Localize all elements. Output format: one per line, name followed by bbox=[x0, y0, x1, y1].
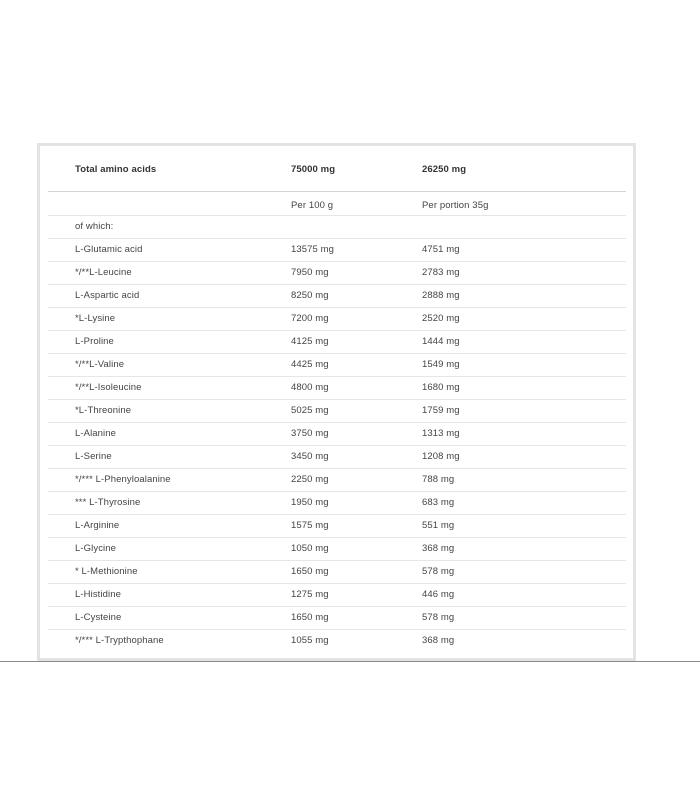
per-portion-value: 2783 mg bbox=[422, 267, 460, 278]
per-portion-value: 551 mg bbox=[422, 520, 455, 531]
per-portion-value: 2520 mg bbox=[422, 313, 460, 324]
of-which-row bbox=[48, 216, 626, 239]
per-portion-value: 368 mg bbox=[422, 635, 455, 646]
table-row bbox=[48, 331, 626, 354]
table-row bbox=[48, 492, 626, 515]
units-per-portion-cell: Per portion 35g bbox=[422, 200, 489, 211]
per-100g-value: 1950 mg bbox=[291, 497, 329, 508]
per-100g-value: 2250 mg bbox=[291, 474, 329, 485]
per-100g-value: 1575 mg bbox=[291, 520, 329, 531]
table-row bbox=[48, 308, 626, 331]
amino-acid-name: L-Arginine bbox=[75, 520, 120, 531]
per-portion-value: 1313 mg bbox=[422, 428, 460, 439]
per-100g-value: 4125 mg bbox=[291, 336, 329, 347]
table-row bbox=[48, 515, 626, 538]
table-row bbox=[48, 400, 626, 423]
per-portion-value: 578 mg bbox=[422, 612, 455, 623]
per-100g-value: 1275 mg bbox=[291, 589, 329, 600]
amino-acid-table-panel bbox=[37, 143, 636, 661]
amino-acid-name: */**L-Isoleucine bbox=[75, 382, 142, 393]
per-100g-value: 1050 mg bbox=[291, 543, 329, 554]
amino-acid-name: L-Alanine bbox=[75, 428, 117, 439]
per-portion-value: 788 mg bbox=[422, 474, 455, 485]
amino-acid-name: */**L-Leucine bbox=[75, 267, 132, 278]
per-portion-value: 1680 mg bbox=[422, 382, 460, 393]
per-100g-value: 1055 mg bbox=[291, 635, 329, 646]
per-portion-value: 683 mg bbox=[422, 497, 455, 508]
per-100g-value: 4425 mg bbox=[291, 359, 329, 370]
amino-acid-name: L-Cysteine bbox=[75, 612, 122, 623]
per-100g-value: 5025 mg bbox=[291, 405, 329, 416]
per-100g-value: 3450 mg bbox=[291, 451, 329, 462]
table-row bbox=[48, 630, 626, 652]
table-row bbox=[48, 469, 626, 492]
table-row bbox=[48, 239, 626, 262]
table-row bbox=[48, 446, 626, 469]
amino-acid-name: *L-Lysine bbox=[75, 313, 116, 324]
amino-acid-name: L-Aspartic acid bbox=[75, 290, 140, 301]
per-portion-value: 1549 mg bbox=[422, 359, 460, 370]
amino-acid-name: *L-Threonine bbox=[75, 405, 132, 416]
table-row bbox=[48, 354, 626, 377]
per-portion-value: 1208 mg bbox=[422, 451, 460, 462]
table-row bbox=[48, 561, 626, 584]
header-per-portion-cell: 26250 mg bbox=[422, 164, 467, 175]
per-portion-value: 446 mg bbox=[422, 589, 455, 600]
amino-acid-name: L-Glycine bbox=[75, 543, 117, 554]
per-portion-value: 578 mg bbox=[422, 566, 455, 577]
per-100g-value: 1650 mg bbox=[291, 566, 329, 577]
table-row bbox=[48, 423, 626, 446]
amino-acid-name: *** L-Thyrosine bbox=[75, 497, 141, 508]
of-which-label: of which: bbox=[75, 221, 114, 232]
page-divider bbox=[0, 661, 700, 662]
table-header-row bbox=[48, 154, 626, 192]
header-name-cell: Total amino acids bbox=[75, 164, 157, 175]
table-row bbox=[48, 262, 626, 285]
per-portion-value: 368 mg bbox=[422, 543, 455, 554]
per-portion-value: 1444 mg bbox=[422, 336, 460, 347]
per-100g-value: 13575 mg bbox=[291, 244, 335, 255]
table-row bbox=[48, 584, 626, 607]
table-row bbox=[48, 538, 626, 561]
amino-acid-name: */*** L-Trypthophane bbox=[75, 635, 164, 646]
amino-acid-name: L-Proline bbox=[75, 336, 114, 347]
units-per100-cell: Per 100 g bbox=[291, 200, 334, 211]
per-portion-value: 2888 mg bbox=[422, 290, 460, 301]
amino-acid-name: */**L-Valine bbox=[75, 359, 125, 370]
table-row bbox=[48, 285, 626, 308]
amino-acid-name: */*** L-Phenyloalanine bbox=[75, 474, 171, 485]
amino-acid-name: * L-Methionine bbox=[75, 566, 138, 577]
per-100g-value: 3750 mg bbox=[291, 428, 329, 439]
per-100g-value: 4800 mg bbox=[291, 382, 329, 393]
amino-acid-table bbox=[48, 154, 626, 652]
per-100g-value: 1650 mg bbox=[291, 612, 329, 623]
per-portion-value: 4751 mg bbox=[422, 244, 460, 255]
header-per100-cell: 75000 mg bbox=[291, 164, 336, 175]
amino-acid-name: L-Serine bbox=[75, 451, 112, 462]
per-portion-value: 1759 mg bbox=[422, 405, 460, 416]
per-100g-value: 7200 mg bbox=[291, 313, 329, 324]
amino-acid-name: L-Histidine bbox=[75, 589, 121, 600]
table-row bbox=[48, 607, 626, 630]
per-100g-value: 8250 mg bbox=[291, 290, 329, 301]
units-row bbox=[48, 192, 626, 216]
per-100g-value: 7950 mg bbox=[291, 267, 329, 278]
table-row bbox=[48, 377, 626, 400]
amino-acid-name: L-Glutamic acid bbox=[75, 244, 143, 255]
